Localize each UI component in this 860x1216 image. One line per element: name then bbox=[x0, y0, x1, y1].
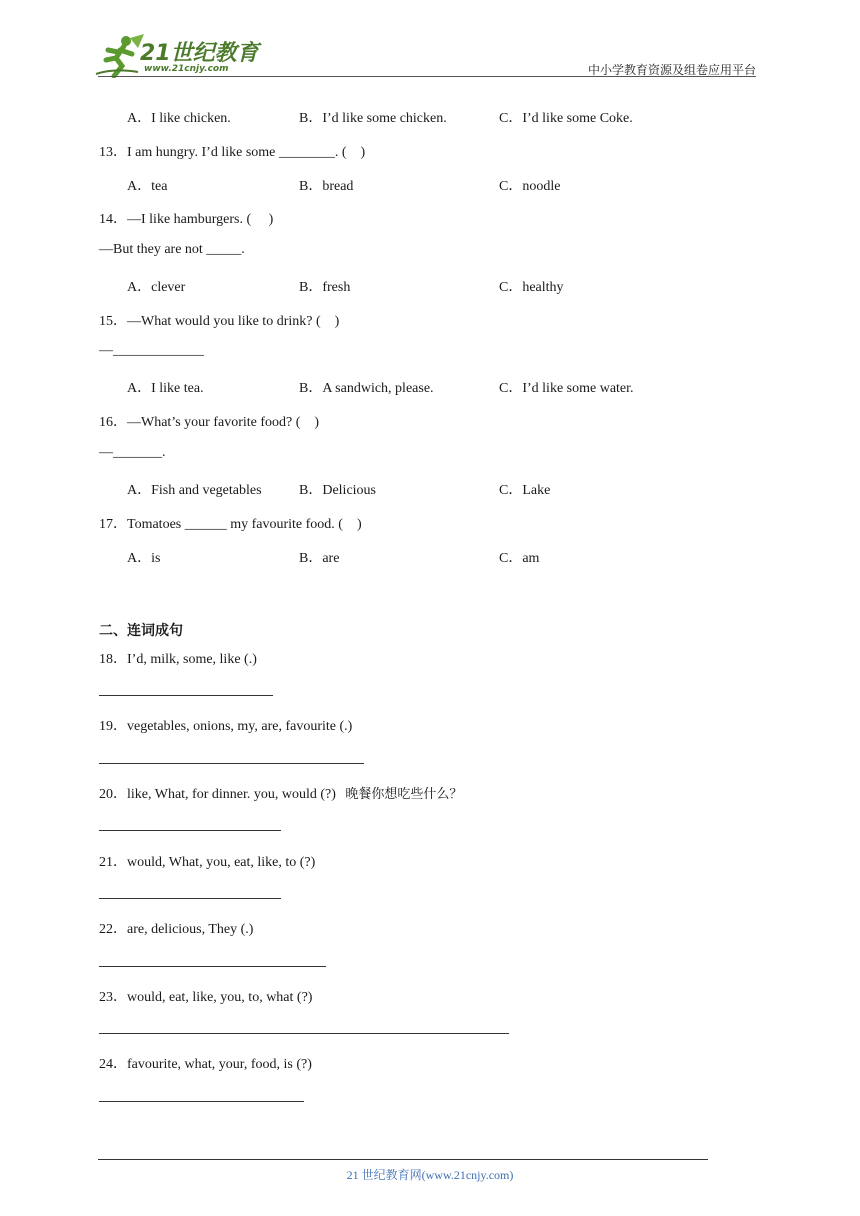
q22-answer-line[interactable] bbox=[99, 966, 326, 967]
q19-stem: 19．vegetables, onions, my, are, favourite (.) bbox=[99, 719, 353, 734]
q24-answer-line[interactable] bbox=[99, 1101, 304, 1102]
q13-option-c: C．noodle bbox=[499, 179, 561, 194]
q13-option-b: B．bread bbox=[299, 179, 354, 194]
q14-stem-reply: —But they are not _____. bbox=[99, 242, 245, 257]
q12-option-a: A．I like chicken. bbox=[127, 111, 231, 126]
q20-answer-line[interactable] bbox=[99, 830, 281, 831]
q14-stem: 14．—I like hamburgers. ( ) bbox=[99, 212, 274, 227]
q15-option-a: A．I like tea. bbox=[127, 381, 204, 396]
q12-option-c: C．I’d like some Coke. bbox=[499, 111, 633, 126]
q17-stem: 17．Tomatoes ______ my favourite food. ( ) bbox=[99, 517, 362, 532]
q21-stem: 21．would, What, you, eat, like, to (?) bbox=[99, 855, 316, 870]
q15-option-c: C．I’d like some water. bbox=[499, 381, 634, 396]
q17-option-b: B．are bbox=[299, 551, 340, 566]
footer-divider bbox=[98, 1159, 708, 1160]
q22-stem: 22．are, delicious, They (.) bbox=[99, 922, 254, 937]
q15-option-b: B．A sandwich, please. bbox=[299, 381, 434, 396]
q17-option-c: C．am bbox=[499, 551, 540, 566]
q19-answer-line[interactable] bbox=[99, 763, 364, 764]
q20-text: 20．like, What, for dinner. you, would (?) bbox=[99, 787, 336, 802]
q13-option-a: A．tea bbox=[127, 179, 168, 194]
q23-answer-line[interactable] bbox=[99, 1033, 509, 1034]
q13-stem: 13．I am hungry. I’d like some ________. ( ) bbox=[99, 145, 366, 160]
q16-stem-reply: —_______. bbox=[99, 445, 166, 460]
q20-chinese-hint: 晚餐你想吃些什么？ bbox=[345, 787, 463, 802]
q21-answer-line[interactable] bbox=[99, 898, 281, 899]
runner-logo-icon bbox=[94, 34, 146, 78]
q12-option-b: B．I’d like some chicken. bbox=[299, 111, 447, 126]
q18-stem: 18．I’d, milk, some, like (.) bbox=[99, 652, 257, 667]
logo-url: www.21cnjy.com bbox=[144, 64, 229, 74]
q16-option-c: C．Lake bbox=[499, 483, 551, 498]
q17-option-a: A．is bbox=[127, 551, 161, 566]
header-platform-text: 中小学教育资源及组卷应用平台 bbox=[587, 63, 756, 77]
q16-option-a: A．Fish and vegetables bbox=[127, 483, 262, 498]
q20-stem bbox=[99, 783, 462, 803]
section-title: 二、连词成句 bbox=[99, 623, 183, 639]
q14-option-b: B．fresh bbox=[299, 280, 351, 295]
q16-option-b: B．Delicious bbox=[299, 483, 376, 498]
q15-stem-reply: —_____________ bbox=[99, 343, 204, 358]
site-logo bbox=[94, 34, 264, 78]
q24-stem: 24．favourite, what, your, food, is (?) bbox=[99, 1057, 312, 1072]
header-divider bbox=[98, 76, 756, 77]
q16-stem: 16．—What’s your favorite food? ( ) bbox=[99, 415, 320, 430]
q14-option-a: A．clever bbox=[127, 280, 186, 295]
logo-text: 21世纪教育 bbox=[140, 41, 259, 66]
q18-answer-line[interactable] bbox=[99, 695, 273, 696]
footer-text[interactable]: 21 世纪教育网(www.21cnjy.com) bbox=[346, 1168, 514, 1182]
q23-stem: 23．would, eat, like, you, to, what (?) bbox=[99, 990, 313, 1005]
q14-option-c: C．healthy bbox=[499, 280, 564, 295]
q15-stem: 15．—What would you like to drink? ( ) bbox=[99, 314, 340, 329]
